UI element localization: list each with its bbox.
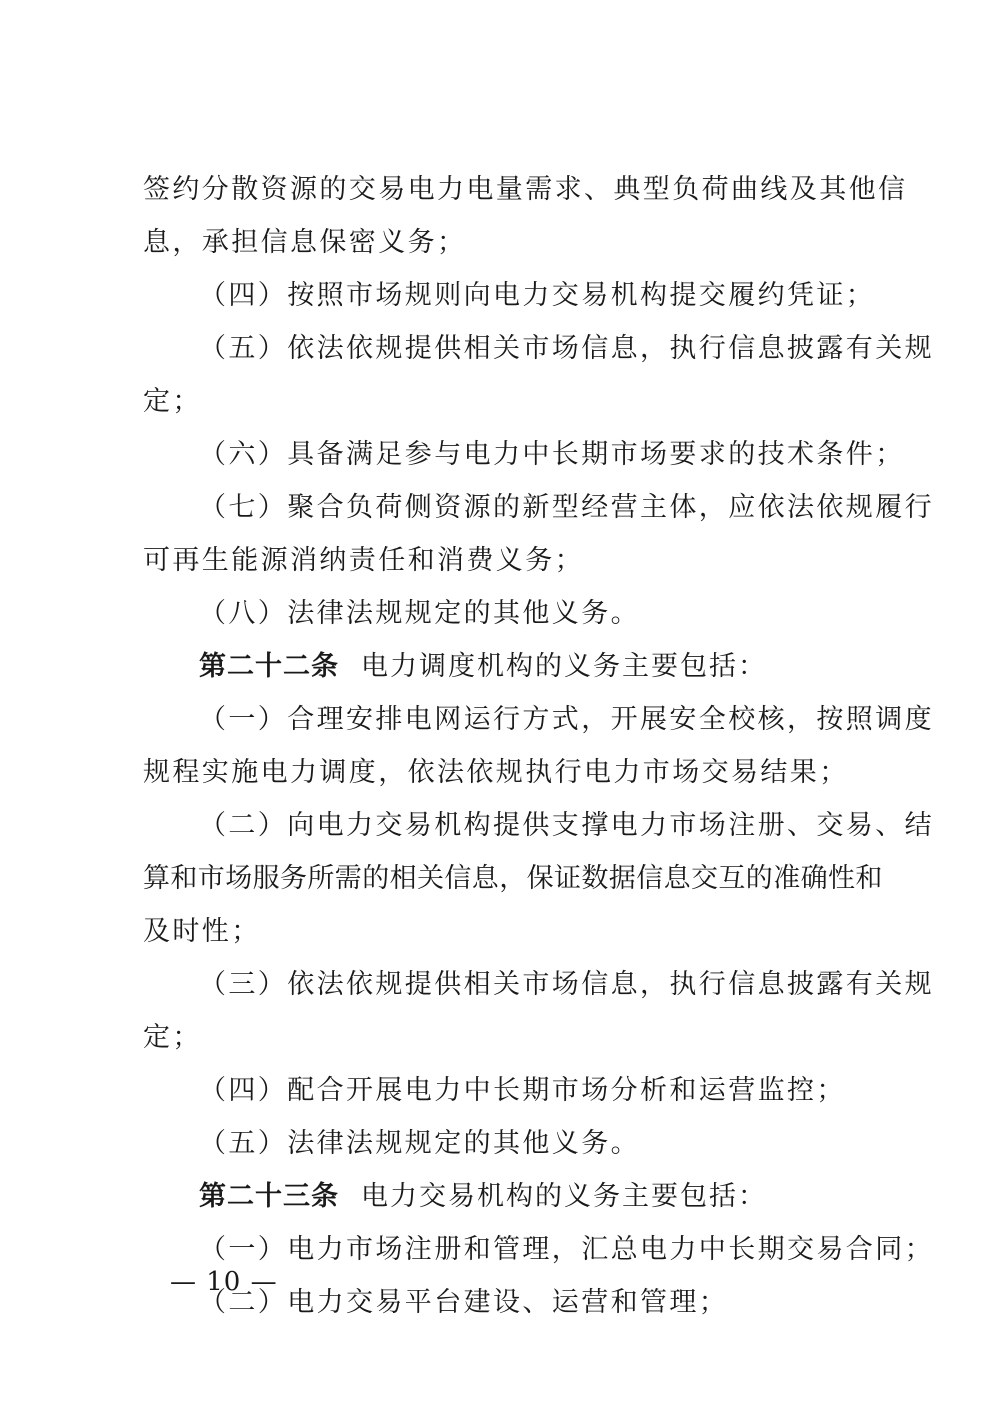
list-item: （二）电力交易平台建设、运营和管理； [199, 1287, 729, 1318]
list-item: （五）法律法规规定的其他义务。 [199, 1128, 640, 1159]
text-line: 定； [143, 1022, 202, 1053]
text-line: 息，承担信息保密义务； [143, 227, 467, 258]
list-item: （四）按照市场规则向电力交易机构提交履约凭证； [199, 280, 876, 311]
article-23-text: 电力交易机构的义务主要包括： [360, 1181, 767, 1212]
article-22-title: 第二十二条 [199, 651, 339, 682]
text-line: 算和市场服务所需的相关信息，保证数据信息交互的准确性和 [143, 863, 883, 894]
page-number: — 10 — [170, 1267, 278, 1297]
list-item: （四）配合开展电力中长期市场分析和运营监控； [199, 1075, 846, 1106]
text-line: 定； [143, 386, 202, 417]
list-item: （八）法律法规规定的其他义务。 [199, 598, 640, 629]
list-item: （五）依法依规提供相关市场信息，执行信息披露有关规 [199, 333, 934, 364]
list-item: （七）聚合负荷侧资源的新型经营主体，应依法依规履行 [199, 492, 934, 523]
article-23-title: 第二十三条 [199, 1181, 339, 1212]
document-body [143, 163, 934, 1329]
list-item: （二）向电力交易机构提供支撑电力市场注册、交易、结 [199, 810, 934, 841]
text-line: 规程实施电力调度，依法依规执行电力市场交易结果； [143, 757, 849, 788]
list-item: （六）具备满足参与电力中长期市场要求的技术条件； [199, 439, 905, 470]
article-23-heading [143, 1170, 861, 1223]
article-22-heading [143, 640, 861, 693]
list-item: （一）电力市场注册和管理，汇总电力中长期交易合同； [199, 1234, 934, 1265]
text-line: 可再生能源消纳责任和消费义务； [143, 545, 584, 576]
text-line: 签约分散资源的交易电力电量需求、典型负荷曲线及其他信 [143, 174, 908, 205]
article-22-text: 电力调度机构的义务主要包括： [360, 651, 767, 682]
text-line: 及时性； [143, 916, 261, 947]
list-item: （一）合理安排电网运行方式，开展安全校核，按照调度 [199, 704, 934, 735]
list-item: （三）依法依规提供相关市场信息，执行信息披露有关规 [199, 969, 934, 1000]
